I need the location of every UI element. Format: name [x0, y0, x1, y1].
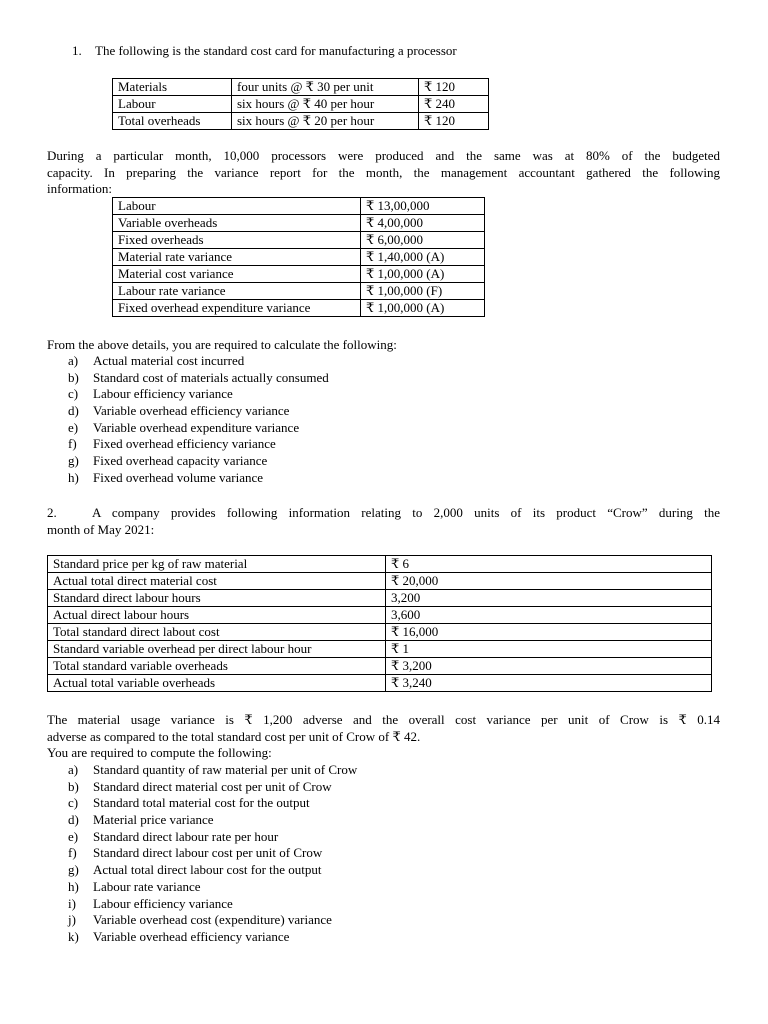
list-marker: k): [68, 928, 79, 944]
question-2-task-list: [68, 762, 357, 946]
question-2-intro: [47, 505, 720, 538]
list-item: [68, 896, 357, 913]
list-item: [68, 762, 357, 779]
question-1-paragraph: [47, 148, 720, 198]
intro-text: A company provides following information relating to 2,000 units of its product “Crow” during the: [92, 505, 720, 520]
list-marker: c): [68, 386, 79, 402]
list-marker: d): [68, 403, 79, 419]
table-cell: Fixed overheads: [113, 232, 361, 249]
list-item: [68, 829, 357, 846]
question-1-instruction: From the above details, you are required to calculate the following:: [47, 337, 397, 352]
table-cell: Total standard variable overheads: [48, 658, 386, 675]
table-row: [113, 96, 489, 113]
list-item-text: Fixed overhead efficiency variance: [93, 436, 276, 452]
table-cell: Standard direct labour hours: [48, 590, 386, 607]
list-item: [68, 912, 357, 929]
list-item: [68, 779, 357, 796]
list-item-text: Standard quantity of raw material per unit of Crow: [93, 762, 358, 777]
table-cell: Material cost variance: [113, 266, 361, 283]
table-cell: Material rate variance: [113, 249, 361, 266]
table-cell: Fixed overhead expenditure variance: [113, 300, 361, 317]
list-item-text: Variable overhead expenditure variance: [93, 419, 300, 435]
question-1-heading: [72, 43, 457, 60]
table-row: [48, 675, 712, 692]
table-row: [113, 300, 485, 317]
list-item-text: Labour efficiency variance: [93, 895, 233, 911]
table-cell: ₹ 6: [386, 556, 712, 573]
variance-info-table: [112, 197, 485, 317]
table-cell: Actual total variable overheads: [48, 675, 386, 692]
list-item-text: Labour efficiency variance: [93, 386, 233, 402]
table-cell: ₹ 1: [386, 641, 712, 658]
list-item-text: Fixed overhead capacity variance: [93, 453, 268, 469]
list-item: [68, 862, 357, 879]
table-cell: ₹ 240: [419, 96, 489, 113]
table-row: [113, 198, 485, 215]
table-cell: Variable overheads: [113, 215, 361, 232]
paragraph-line: adverse as compared to the total standard cost per unit of Crow of ₹ 42.: [47, 728, 421, 744]
list-item: [68, 812, 357, 829]
table-row: [48, 624, 712, 641]
table-cell: ₹ 1,00,000 (A): [361, 300, 485, 317]
list-item-text: Standard direct labour cost per unit of Crow: [93, 845, 323, 861]
table-cell: six hours @ ₹ 40 per hour: [232, 96, 419, 113]
table-row: [48, 590, 712, 607]
table-cell: ₹ 3,200: [386, 658, 712, 675]
list-item-text: Standard direct material cost per unit of Crow: [93, 778, 332, 794]
list-marker: a): [68, 353, 79, 368]
paragraph-line: The material usage variance is ₹ 1,200 adverse and the overall cost variance per unit of Crow is ₹ 0.14: [47, 712, 720, 727]
table-cell: ₹ 4,00,000: [361, 215, 485, 232]
table-row: [113, 232, 485, 249]
table-row: [48, 556, 712, 573]
table-cell: ₹ 1,40,000 (A): [361, 249, 485, 266]
list-marker: a): [68, 762, 79, 777]
list-item-text: Variable overhead cost (expenditure) variance: [93, 912, 332, 928]
table-row: [113, 283, 485, 300]
table-cell: ₹ 3,240: [386, 675, 712, 692]
list-item: [68, 353, 329, 370]
question-2-instruction: You are required to compute the following:: [47, 745, 272, 760]
list-marker: h): [68, 878, 79, 894]
table-cell: four units @ ₹ 30 per unit: [232, 79, 419, 96]
list-marker: b): [68, 369, 79, 385]
list-marker: j): [68, 912, 76, 928]
list-item-text: Fixed overhead volume variance: [93, 469, 264, 485]
table-cell: Labour rate variance: [113, 283, 361, 300]
list-marker: d): [68, 812, 79, 828]
table-cell: ₹ 1,00,000 (F): [361, 283, 485, 300]
list-item-text: Standard total material cost for the output: [93, 795, 310, 811]
table-cell: Actual direct labour hours: [48, 607, 386, 624]
list-item: [68, 403, 329, 420]
table-row: [113, 79, 489, 96]
table-cell: Materials: [113, 79, 232, 96]
table-row: [48, 658, 712, 675]
crow-data-table: [47, 555, 712, 692]
table-row: [113, 249, 485, 266]
table-cell: ₹ 16,000: [386, 624, 712, 641]
list-marker: f): [68, 436, 77, 452]
table-cell: ₹ 120: [419, 79, 489, 96]
list-item: [68, 436, 329, 453]
table-cell: ₹ 1,00,000 (A): [361, 266, 485, 283]
list-item: [68, 795, 357, 812]
table-row: [113, 266, 485, 283]
table-cell: 3,200: [386, 590, 712, 607]
list-item-text: Variable overhead efficiency variance: [93, 928, 290, 944]
list-item-text: Standard direct labour rate per hour: [93, 828, 279, 844]
table-cell: ₹ 20,000: [386, 573, 712, 590]
question-2-paragraph: [47, 712, 720, 745]
list-marker: g): [68, 453, 79, 469]
list-marker: b): [68, 778, 79, 794]
table-cell: ₹ 120: [419, 113, 489, 130]
table-row: [48, 641, 712, 658]
list-item: [68, 453, 329, 470]
table-row: [113, 113, 489, 130]
list-item-text: Actual total direct labour cost for the output: [93, 862, 322, 878]
list-item-text: Labour rate variance: [93, 878, 201, 894]
list-item: [68, 370, 329, 387]
table-cell: six hours @ ₹ 20 per hour: [232, 113, 419, 130]
list-item: [68, 929, 357, 946]
heading-text: The following is the standard cost card for manufacturing a processor: [95, 43, 457, 58]
list-marker: f): [68, 845, 77, 861]
list-item: [68, 470, 329, 487]
table-cell: Labour: [113, 198, 361, 215]
table-row: [48, 573, 712, 590]
table-cell: Total standard direct labout cost: [48, 624, 386, 641]
question-number: 1.: [72, 43, 82, 58]
table-cell: ₹ 13,00,000: [361, 198, 485, 215]
question-number: 2.: [47, 505, 57, 520]
paragraph-line: month of May 2021:: [47, 521, 155, 537]
list-marker: h): [68, 469, 79, 485]
list-item-text: Actual material cost incurred: [93, 353, 245, 368]
table-cell: Actual total direct material cost: [48, 573, 386, 590]
paragraph-line: [47, 505, 720, 522]
table-cell: ₹ 6,00,000: [361, 232, 485, 249]
paragraph-line: During a particular month, 10,000 processors were produced and the same was at 80% of the budgeted: [47, 148, 720, 163]
list-item: [68, 386, 329, 403]
list-item: [68, 420, 329, 437]
list-item: [68, 879, 357, 896]
list-item: [68, 845, 357, 862]
paragraph-line: information:: [47, 181, 112, 197]
table-cell: Labour: [113, 96, 232, 113]
list-marker: g): [68, 862, 79, 878]
table-row: [48, 607, 712, 624]
paragraph-line: capacity. In preparing the variance report for the month, the management accountant gathered the following: [47, 164, 720, 180]
standard-cost-card-table: [112, 78, 489, 130]
list-marker: i): [68, 895, 76, 911]
table-cell: Total overheads: [113, 113, 232, 130]
table-cell: Standard variable overhead per direct labour hour: [48, 641, 386, 658]
list-item-text: Material price variance: [93, 812, 214, 828]
question-1-task-list: [68, 353, 329, 487]
list-marker: c): [68, 795, 79, 811]
list-marker: e): [68, 419, 79, 435]
list-marker: e): [68, 828, 79, 844]
list-item-text: Variable overhead efficiency variance: [93, 403, 290, 419]
table-cell: Standard price per kg of raw material: [48, 556, 386, 573]
list-item-text: Standard cost of materials actually consumed: [93, 369, 329, 385]
table-row: [113, 215, 485, 232]
table-cell: 3,600: [386, 607, 712, 624]
